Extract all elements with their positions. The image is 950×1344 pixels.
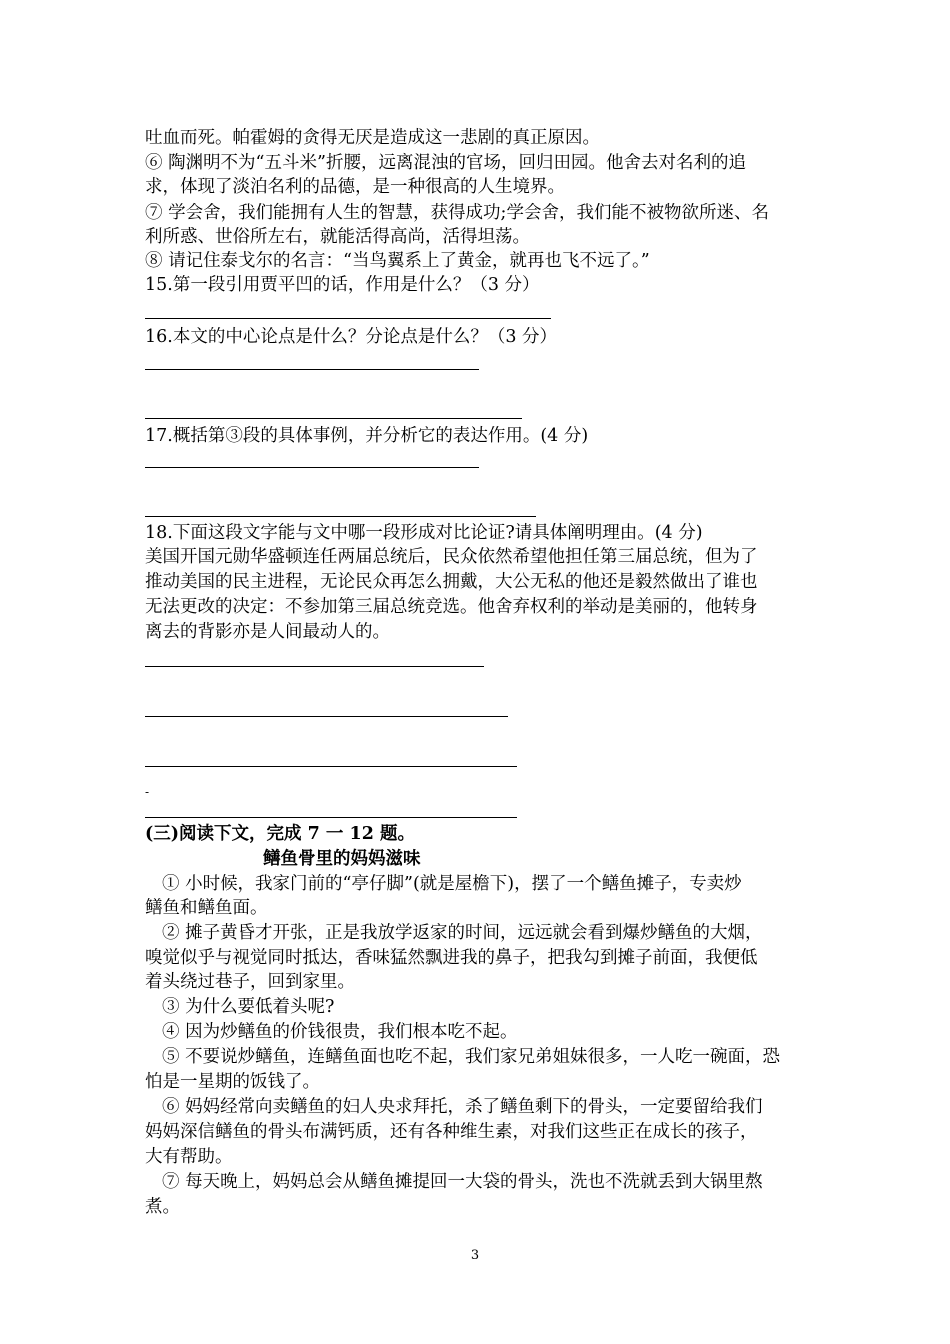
- article-line: 怕是一星期的饭钱了。: [145, 1072, 320, 1092]
- article-line: ③ 为什么要低着头呢?: [162, 997, 335, 1017]
- question-18-text-line: 离去的背影亦是人间最动人的。: [145, 622, 390, 642]
- page-number: 3: [470, 1248, 480, 1263]
- question-17: 17.概括第③段的具体事例，并分析它的表达作用。(4 分): [145, 426, 589, 446]
- article-line: 着头绕过巷子，回到家里。: [145, 972, 355, 992]
- article-line: ⑥ 妈妈经常向卖鳝鱼的妇人央求拜托，杀了鳝鱼剩下的骨头，一定要留给我们: [162, 1097, 763, 1117]
- article-line: ① 小时候，我家门前的“亭仔脚”(就是屋檐下)，摆了一个鳝鱼摊子，专卖炒: [162, 874, 742, 894]
- stray-dash: -: [145, 785, 150, 799]
- article-line: 嗅觉似乎与视觉同时抵达，香味猛然飘进我的鼻子，把我勾到摊子前面，我便低: [145, 948, 758, 968]
- passage-line: ⑥ 陶渊明不为“五斗米”折腰，远离混浊的官场，回归田园。他舍去对名利的追: [145, 153, 746, 173]
- article-title: 鳝鱼骨里的妈妈滋味: [263, 849, 421, 869]
- answer-line[interactable]: [145, 716, 508, 717]
- answer-line[interactable]: [145, 817, 517, 818]
- article-line: ④ 因为炒鳝鱼的价钱很贵，我们根本吃不起。: [162, 1022, 518, 1042]
- answer-line[interactable]: [145, 766, 517, 767]
- answer-line[interactable]: [145, 418, 522, 419]
- question-16: 16.本文的中心论点是什么？分论点是什么？（3 分）: [145, 327, 558, 347]
- passage-line: 求，体现了淡泊名利的品德，是一种很高的人生境界。: [145, 177, 565, 197]
- answer-line[interactable]: [145, 369, 479, 370]
- article-line: ⑦ 每天晚上，妈妈总会从鳝鱼摊提回一大袋的骨头，洗也不洗就丢到大锅里熬: [162, 1172, 763, 1192]
- article-line: 大有帮助。: [145, 1147, 233, 1167]
- answer-line[interactable]: [145, 666, 484, 667]
- question-18: 18.下面这段文字能与文中哪一段形成对比论证?请具体阐明理由。(4 分): [145, 523, 703, 543]
- article-line: ② 摊子黄昏才开张，正是我放学返家的时间，远远就会看到爆炒鳝鱼的大烟，: [162, 923, 763, 943]
- article-line: 鳝鱼和鳝鱼面。: [145, 898, 268, 918]
- article-line: ⑤ 不要说炒鳝鱼，连鳝鱼面也吃不起，我们家兄弟姐妹很多，一人吃一碗面，恐: [162, 1047, 781, 1067]
- answer-line[interactable]: [145, 516, 536, 517]
- article-line: 煮。: [145, 1197, 180, 1217]
- answer-line[interactable]: [145, 467, 479, 468]
- article-line: 妈妈深信鳝鱼的骨头布满钙质，还有各种维生素，对我们这些正在成长的孩子，: [145, 1122, 758, 1142]
- passage-line: ⑧ 请记住泰戈尔的名言：“当鸟翼系上了黄金，就再也飞不远了。”: [145, 251, 650, 271]
- answer-line[interactable]: [145, 318, 551, 319]
- passage-line: ⑦ 学会舍，我们能拥有人生的智慧，获得成功;学会舍，我们能不被物欲所迷、名: [145, 203, 769, 223]
- passage-line: 吐血而死。帕霍姆的贪得无厌是造成这一悲剧的真正原因。: [145, 128, 600, 148]
- question-18-text-line: 美国开国元勋华盛顿连任两届总统后，民众依然希望他担任第三届总统，但为了: [145, 547, 758, 567]
- question-15: 15.第一段引用贾平凹的话，作用是什么？（3 分）: [145, 275, 540, 295]
- passage-line: 利所惑、世俗所左右，就能活得高尚，活得坦荡。: [145, 227, 530, 247]
- section-heading: (三)阅读下文，完成 7 一 12 题。: [145, 824, 415, 844]
- question-18-text-line: 无法更改的决定：不参加第三届总统竞选。他舍弃权利的举动是美丽的，他转身: [145, 597, 758, 617]
- question-18-text-line: 推动美国的民主进程，无论民众再怎么拥戴，大公无私的他还是毅然做出了谁也: [145, 572, 758, 592]
